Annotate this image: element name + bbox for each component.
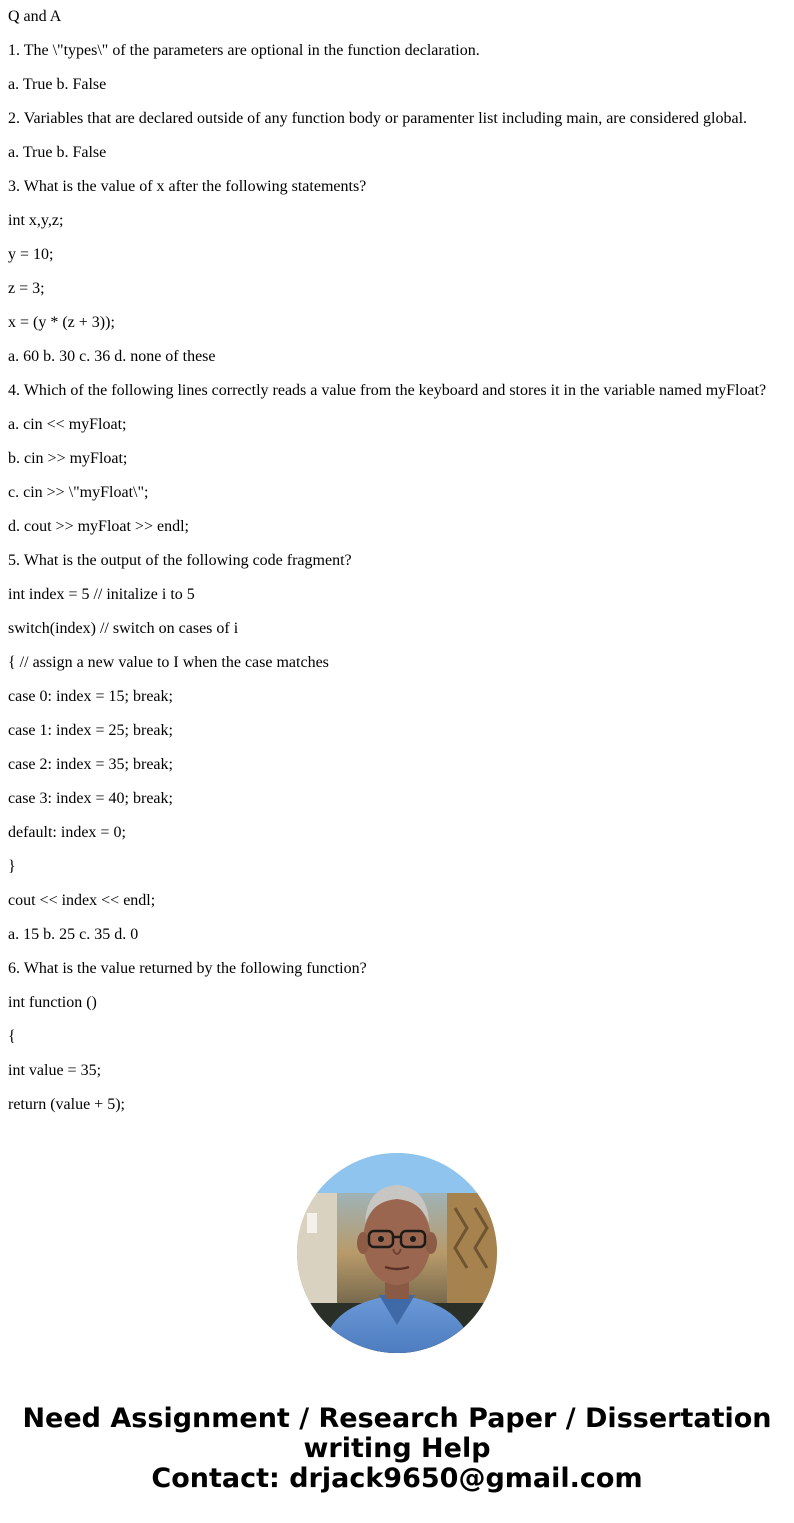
question-3: 3. What is the value of x after the following statements?: [8, 178, 367, 195]
person-portrait-icon: [297, 1153, 497, 1353]
code-line: int x,y,z;: [8, 212, 64, 229]
code-line: case 0: index = 15; break;: [8, 688, 173, 705]
question-5: 5. What is the output of the following code fragment?: [8, 552, 352, 569]
question-4-option-d: d. cout >> myFloat >> endl;: [8, 518, 189, 535]
question-4-option-c: c. cin >> \"myFloat\";: [8, 484, 149, 501]
code-line: int index = 5 // initalize i to 5: [8, 586, 195, 603]
promo-line-1: Need Assignment / Research Paper / Dissertation: [22, 1403, 772, 1434]
question-4-option-a: a. cin << myFloat;: [8, 416, 127, 433]
code-line: int function (): [8, 994, 97, 1011]
question-2-options: a. True b. False: [8, 144, 107, 161]
question-1: 1. The \"types\" of the parameters are optional in the function declaration.: [8, 42, 480, 59]
author-avatar: [297, 1153, 497, 1353]
code-line: z = 3;: [8, 280, 45, 297]
code-line: y = 10;: [8, 246, 54, 263]
question-6: 6. What is the value returned by the following function?: [8, 960, 367, 977]
question-4-option-b: b. cin >> myFloat;: [8, 450, 128, 467]
code-line: cout << index << endl;: [8, 892, 156, 909]
question-3-options: a. 60 b. 30 c. 36 d. none of these: [8, 348, 216, 365]
code-line: return (value + 5);: [8, 1096, 125, 1113]
promo-line-2: writing Help: [303, 1433, 491, 1464]
code-line: { // assign a new value to I when the case matches: [8, 654, 329, 671]
promo-banner: [0, 1404, 794, 1494]
question-4: 4. Which of the following lines correctly reads a value from the keyboard and stores it in the variable named myFloat?: [8, 382, 767, 399]
code-line: }: [8, 858, 16, 875]
question-2: 2. Variables that are declared outside of any function body or paramenter list including main, are considered global.: [8, 110, 748, 127]
code-line: case 3: index = 40; break;: [8, 790, 173, 807]
promo-contact: Contact: drjack9650@gmail.com: [151, 1463, 643, 1494]
question-1-options: a. True b. False: [8, 76, 107, 93]
code-line: int value = 35;: [8, 1062, 102, 1079]
code-line: default: index = 0;: [8, 824, 126, 841]
code-line: {: [8, 1028, 16, 1045]
code-line: x = (y * (z + 3));: [8, 314, 115, 331]
code-line: case 1: index = 25; break;: [8, 722, 173, 739]
doc-title: Q and A: [8, 8, 62, 25]
code-line: switch(index) // switch on cases of i: [8, 620, 239, 637]
code-line: case 2: index = 35; break;: [8, 756, 173, 773]
document-body: [8, 7, 788, 1129]
question-5-options: a. 15 b. 25 c. 35 d. 0: [8, 926, 139, 943]
